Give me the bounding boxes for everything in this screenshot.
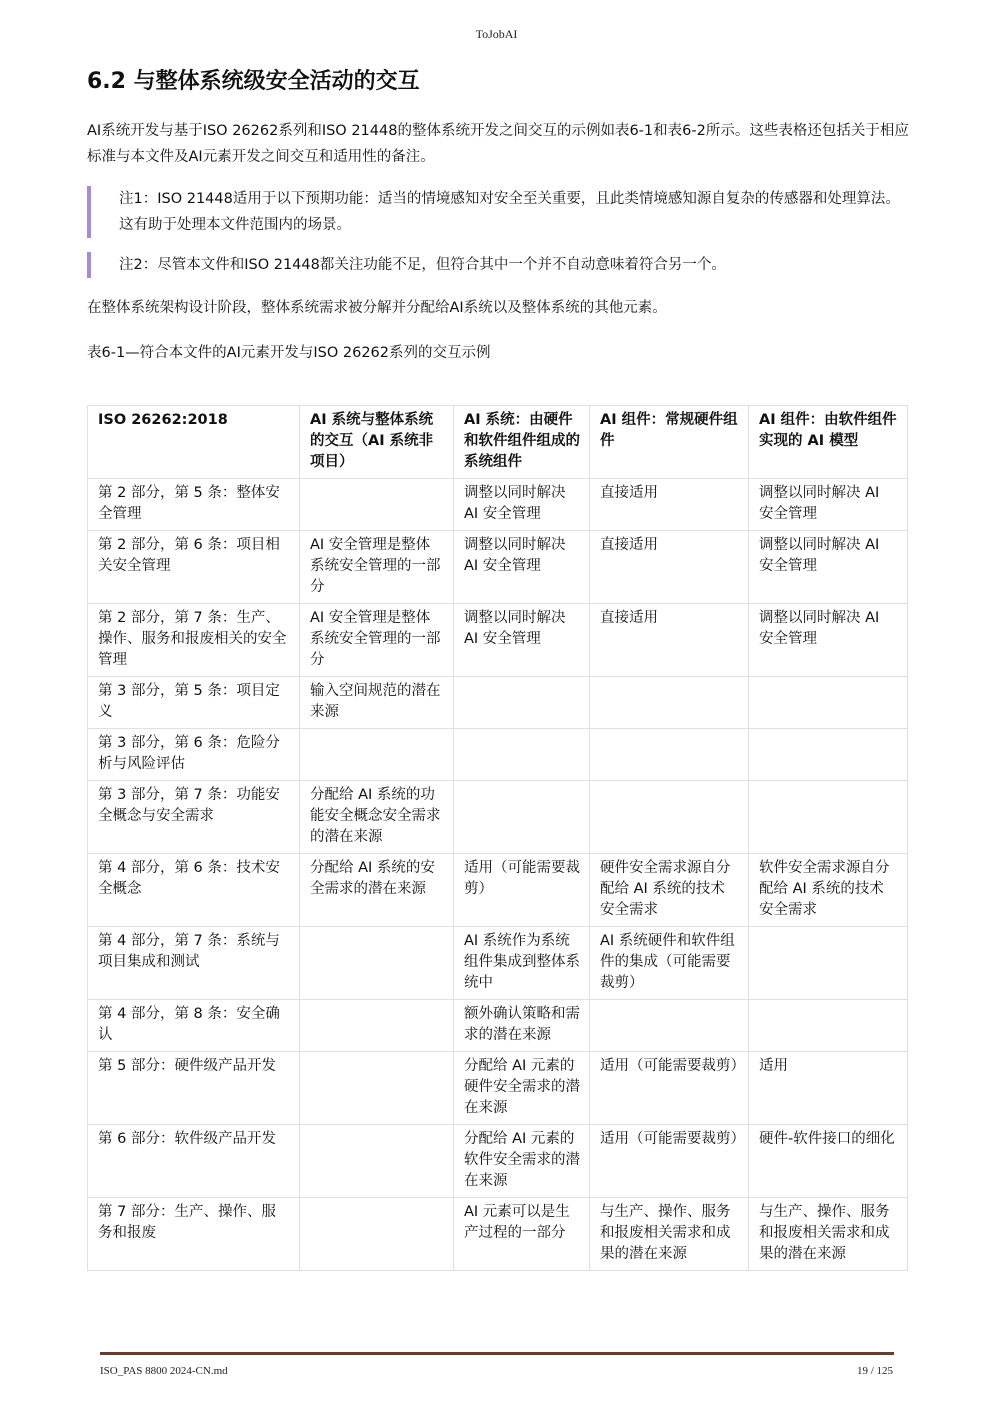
table-cell: AI 元素可以是生产过程的一部分 (454, 1198, 590, 1271)
table-cell: 调整以同时解决 AI 安全管理 (454, 531, 590, 604)
table-cell: 硬件-软件接口的细化 (749, 1125, 908, 1198)
table-cell (300, 927, 454, 1000)
table-cell: AI 安全管理是整体系统安全管理的一部分 (300, 531, 454, 604)
table-row (88, 1052, 908, 1125)
table-row (88, 854, 908, 927)
table-cell: 与生产、操作、服务和报废相关需求和成果的潜在来源 (590, 1198, 749, 1271)
table-cell (749, 781, 908, 854)
table-cell: 第 4 部分，第 8 条：安全确认 (88, 1000, 300, 1052)
table-cell (749, 729, 908, 781)
note-2: 注2：尽管本文件和ISO 21448都关注功能不足，但符合其中一个并不自动意味着符合另一个。 (87, 252, 907, 278)
interaction-table (87, 405, 908, 1271)
table-row (88, 1125, 908, 1198)
header-cell: AI 组件：由软件组件实现的 AI 模型 (749, 406, 908, 479)
table-cell (749, 1000, 908, 1052)
table-row (88, 927, 908, 1000)
table-cell (454, 677, 590, 729)
table-row (88, 1000, 908, 1052)
table-cell (454, 729, 590, 781)
page-header: ToJobAI (475, 27, 518, 41)
table-cell: 分配给 AI 元素的硬件安全需求的潜在来源 (454, 1052, 590, 1125)
header-cell: AI 系统：由硬件和软件组件组成的系统组件 (454, 406, 590, 479)
table-cell: 第 7 部分：生产、操作、服务和报废 (88, 1198, 300, 1271)
table-header-row (88, 406, 908, 479)
table-cell: 第 2 部分，第 7 条：生产、操作、服务和报废相关的安全管理 (88, 604, 300, 677)
table-cell (590, 781, 749, 854)
table-cell: 第 2 部分，第 6 条：项目相关安全管理 (88, 531, 300, 604)
table-cell: 第 3 部分，第 7 条：功能安全概念与安全需求 (88, 781, 300, 854)
table-caption: 表6-1—符合本文件的AI元素开发与ISO 26262系列的交互示例 (87, 345, 491, 361)
table-cell: 第 6 部分：软件级产品开发 (88, 1125, 300, 1198)
note-1: 注1：ISO 21448适用于以下预期功能：适当的情境感知对安全至关重要，且此类情境感知源自复杂的传感器和处理算法。这有助于处理本文件范围内的场景。 (87, 186, 907, 238)
table-cell: 适用（可能需要裁剪） (454, 854, 590, 927)
table-cell: 适用（可能需要裁剪） (590, 1125, 749, 1198)
table-cell: 直接适用 (590, 531, 749, 604)
architecture-paragraph: 在整体系统架构设计阶段，整体系统需求被分解并分配给AI系统以及整体系统的其他元素。 (87, 300, 667, 316)
table-cell (300, 479, 454, 531)
table-cell: 适用（可能需要裁剪） (590, 1052, 749, 1125)
header-cell: AI 系统与整体系统的交互（AI 系统非项目） (300, 406, 454, 479)
table-cell: 与生产、操作、服务和报废相关需求和成果的潜在来源 (749, 1198, 908, 1271)
table-cell (749, 677, 908, 729)
table-cell: 第 5 部分：硬件级产品开发 (88, 1052, 300, 1125)
table-cell: 适用 (749, 1052, 908, 1125)
table-cell: AI 系统硬件和软件组件的集成（可能需要裁剪） (590, 927, 749, 1000)
header-cell: AI 组件：常规硬件组件 (590, 406, 749, 479)
table-cell (300, 729, 454, 781)
table-cell: 调整以同时解决 AI 安全管理 (454, 604, 590, 677)
table-cell: 调整以同时解决 AI 安全管理 (454, 479, 590, 531)
table-cell (454, 781, 590, 854)
table-cell: 输入空间规范的潜在来源 (300, 677, 454, 729)
table-cell: 第 3 部分，第 6 条：危险分析与风险评估 (88, 729, 300, 781)
table-row (88, 604, 908, 677)
table-row (88, 479, 908, 531)
table-cell: 第 4 部分，第 6 条：技术安全概念 (88, 854, 300, 927)
table-cell (300, 1000, 454, 1052)
table-cell (749, 927, 908, 1000)
table-cell: 直接适用 (590, 604, 749, 677)
footer-divider (100, 1352, 894, 1355)
intro-paragraph: AI系统开发与基于ISO 26262系列和ISO 21448的整体系统开发之间交互的示例如表6-1和表6-2所示。这些表格还包括关于相应标准与本文件及AI元素开发之间交互和适用性的备注。 (87, 123, 909, 165)
table-row (88, 1198, 908, 1271)
section-heading: 6.2 与整体系统级安全活动的交互 (87, 69, 420, 94)
table-cell: 软件安全需求源自分配给 AI 系统的技术安全需求 (749, 854, 908, 927)
table-cell: AI 系统作为系统组件集成到整体系统中 (454, 927, 590, 1000)
table-cell (590, 1000, 749, 1052)
table-cell (300, 1125, 454, 1198)
table-row (88, 729, 908, 781)
table-row (88, 781, 908, 854)
table-cell: 额外确认策略和需求的潜在来源 (454, 1000, 590, 1052)
table-cell (300, 1052, 454, 1125)
table-cell: AI 安全管理是整体系统安全管理的一部分 (300, 604, 454, 677)
table-cell (590, 677, 749, 729)
footer-page-number: 19 / 125 (856, 1365, 893, 1377)
table-cell: 分配给 AI 系统的安全需求的潜在来源 (300, 854, 454, 927)
table-cell: 调整以同时解决 AI 安全管理 (749, 479, 908, 531)
table-cell (300, 1198, 454, 1271)
table-cell: 分配给 AI 系统的功能安全概念安全需求的潜在来源 (300, 781, 454, 854)
footer-filename: ISO_PAS 8800 2024-CN.md (100, 1365, 228, 1377)
table-cell: 调整以同时解决 AI 安全管理 (749, 531, 908, 604)
table-cell: 第 3 部分，第 5 条：项目定义 (88, 677, 300, 729)
table-row (88, 531, 908, 604)
table-cell: 第 4 部分，第 7 条：系统与项目集成和测试 (88, 927, 300, 1000)
table-cell: 硬件安全需求源自分配给 AI 系统的技术安全需求 (590, 854, 749, 927)
table-cell: 第 2 部分，第 5 条：整体安全管理 (88, 479, 300, 531)
table-cell (590, 729, 749, 781)
header-cell: ISO 26262:2018 (88, 406, 300, 479)
table-cell: 调整以同时解决 AI 安全管理 (749, 604, 908, 677)
table-cell: 分配给 AI 元素的软件安全需求的潜在来源 (454, 1125, 590, 1198)
table-row (88, 677, 908, 729)
table-cell: 直接适用 (590, 479, 749, 531)
